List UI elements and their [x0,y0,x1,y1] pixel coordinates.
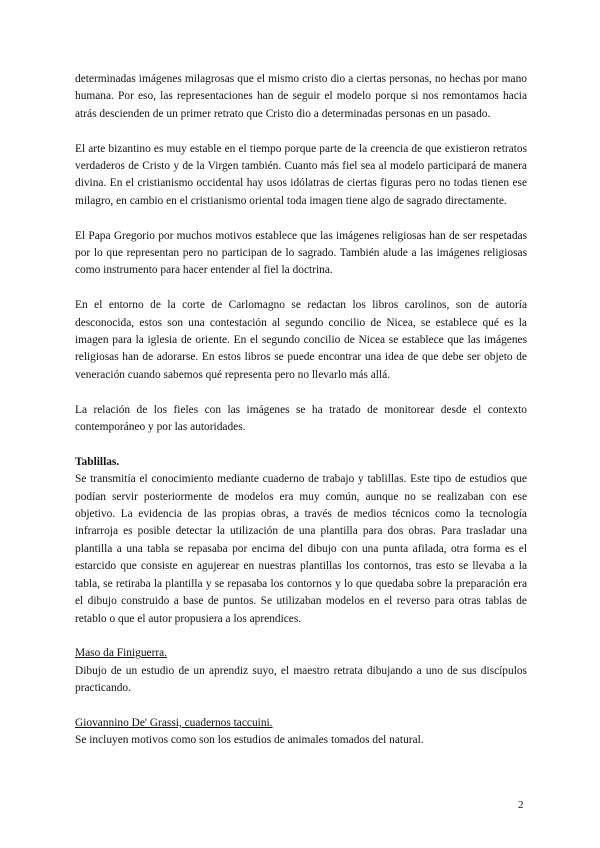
page-content [75,71,527,750]
paragraph-faithful-relation: La relación de los fieles con las imágenes se ha tratado de monitorear desde el contexto contemporáneo y por las autoridades. [75,403,527,434]
entry-heading-maso-da-finiguerra: Maso da Finiguerra. [75,647,168,660]
entry-heading-giovannino-de-grassi: Giovannino De' Grassi, cuadernos taccuini. [75,716,273,729]
paragraph-pope-gregory: El Papa Gregorio por muchos motivos establece que las imágenes religiosas han de ser respetadas por lo que representan pero no participan de lo sagrado. También alude a las imágenes religiosas como instrumento para hacer entender al fiel la doctrina. [75,229,527,277]
paragraph-maso-da-finiguerra: Dibujo de un estudio de un aprendiz suyo, el maestro retrata dibujando a uno de sus discípulos practicando. [75,664,527,695]
paragraph-charlemagne: En el entorno de la corte de Carlomagno se redactan los libros carolinos, son de autoría desconocida, estos son una contestación al segundo concilio de Nicea, se establece qué es la imagen para la iglesia de oriente. En el segundo concilio de Nicea se establece que las imágenes religiosas han de adorarse. En estos libros se puede encontrar una idea de que debe ser objeto de veneración cuando sabemos qué representa pero no llevarlo más allá. [75,299,527,381]
paragraph-byzantine-art: El arte bizantino es muy estable en el tiempo porque parte de la creencia de que existieron retratos verdaderos de Cristo y de la Virgen también. Cuanto más fiel sea al modelo participará de manera divina. En el cristianismo occidental hay usos idólatras de ciertas figuras pero no todas tienen ese milagro, en cambio en el cristianismo oriental toda imagen tiene algo de sagrado directamente. [75,142,527,207]
paragraph-images-miraculous: determinadas imágenes milagrosas que el mismo cristo dio a ciertas personas, no hechas por mano humana. Por eso, las representaciones han de seguir el modelo porque si nos remontamos hacia atrás descienden de un primer retrato que Cristo dio a determinadas personas en un pasado. [75,73,527,120]
paragraph-giovannino-de-grassi: Se incluyen motivos como son los estudios de animales tomados del natural. [75,734,424,747]
paragraph-tablillas: Se transmitía el conocimiento mediante cuaderno de trabajo y tablillas. Este tipo de estudios que podían servir posteriormente de modelos era muy común, aunque no se realizaban con ese objetivo. La evidencia de las propias obras, a través de medios técnicos como la tecnología infrarroja es posible detectar la utilización de una plantilla para dos obras. Para trasladar una plantilla a una tabla se repasaba por encima del dibujo con una punta afilada, otra forma es el estarcido que consiste en agujerear en nuestras plantillas los contornos, tras esto se llevaba a la tabla, se retiraba la plantilla y se repasaba los contornos y lo que quedaba sobre la preparación era el dibujo construido a base de puntos. Se utilizaban modelos en el reverso para otras tablas de retablo o que el autor propusiera a los aprendices. [75,473,527,625]
page-number: 2 [518,799,524,811]
section-heading-tablillas: Tablillas. [75,455,120,468]
